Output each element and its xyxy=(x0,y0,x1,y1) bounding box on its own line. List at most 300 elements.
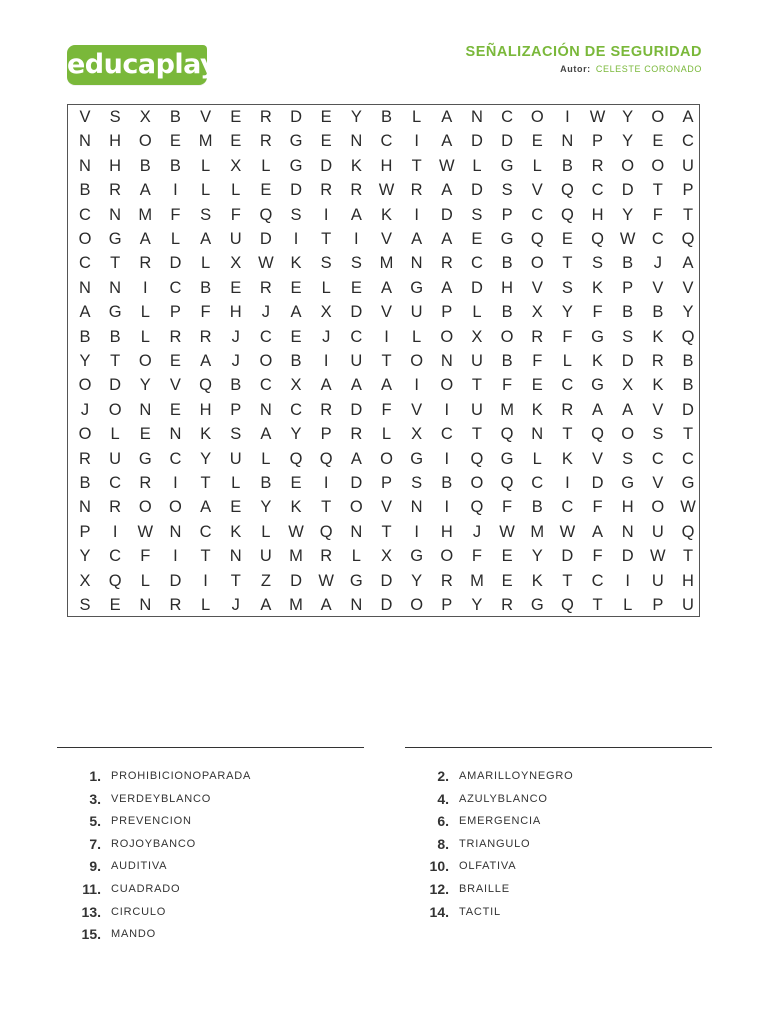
grid-letter[interactable]: Q xyxy=(530,230,544,248)
grid-letter[interactable]: C xyxy=(561,498,574,517)
grid-letter[interactable]: C xyxy=(109,474,122,492)
grid-letter[interactable]: I xyxy=(293,230,299,248)
grid-letter[interactable]: V xyxy=(411,400,423,419)
grid-letter[interactable]: Q xyxy=(319,522,333,541)
grid-letter[interactable]: X xyxy=(139,108,151,126)
grid-letter[interactable]: B xyxy=(622,303,634,322)
grid-letter[interactable]: D xyxy=(320,156,333,175)
grid-letter[interactable]: U xyxy=(470,352,483,370)
grid-letter[interactable]: S xyxy=(561,278,573,297)
grid-letter[interactable]: E xyxy=(290,327,302,346)
grid-letter[interactable]: G xyxy=(500,230,514,248)
grid-letter[interactable]: E xyxy=(230,498,242,517)
grid-letter[interactable]: L xyxy=(110,425,120,444)
grid-letter[interactable]: C xyxy=(531,474,544,492)
grid-letter[interactable]: E xyxy=(230,108,242,126)
grid-letter[interactable]: Q xyxy=(470,449,484,468)
grid-letter[interactable]: C xyxy=(290,400,302,419)
grid-letter[interactable]: P xyxy=(501,205,513,224)
grid-letter[interactable]: G xyxy=(108,230,122,248)
grid-letter[interactable]: E xyxy=(531,376,543,395)
grid-letter[interactable]: F xyxy=(532,352,543,370)
grid-letter[interactable]: W xyxy=(589,108,606,126)
grid-letter[interactable]: Q xyxy=(108,571,122,590)
grid-letter[interactable]: C xyxy=(651,449,664,468)
grid-letter[interactable]: F xyxy=(170,205,181,224)
grid-letter[interactable]: Q xyxy=(681,327,695,346)
grid-letter[interactable]: R xyxy=(651,352,664,370)
grid-letter[interactable]: V xyxy=(652,474,664,492)
grid-letter[interactable]: P xyxy=(592,132,604,151)
grid-letter[interactable]: A xyxy=(200,498,212,517)
grid-letter[interactable]: V xyxy=(652,400,664,419)
grid-letter[interactable]: R xyxy=(259,108,272,126)
grid-letter[interactable]: R xyxy=(79,449,91,468)
grid-letter[interactable]: C xyxy=(79,254,91,273)
grid-letter[interactable]: G xyxy=(410,449,424,468)
grid-letter[interactable]: C xyxy=(169,449,182,468)
grid-letter[interactable]: C xyxy=(651,230,664,248)
grid-letter[interactable]: Q xyxy=(500,474,514,492)
grid-letter[interactable]: E xyxy=(501,571,513,590)
grid-letter[interactable]: W xyxy=(619,230,636,248)
grid-letter[interactable]: S xyxy=(592,254,604,273)
grid-letter[interactable]: Q xyxy=(681,522,695,541)
grid-letter[interactable]: Q xyxy=(199,376,213,395)
grid-letter[interactable]: R xyxy=(561,400,574,419)
grid-letter[interactable]: N xyxy=(440,352,453,370)
grid-letter[interactable]: N xyxy=(109,278,122,297)
grid-letter[interactable]: I xyxy=(323,352,329,370)
grid-letter[interactable]: T xyxy=(230,571,241,590)
grid-letter[interactable]: I xyxy=(112,522,118,541)
grid-letter[interactable]: Q xyxy=(591,425,604,444)
grid-letter[interactable]: F xyxy=(502,376,513,395)
grid-letter[interactable]: S xyxy=(200,205,212,224)
grid-letter[interactable]: X xyxy=(411,425,423,444)
grid-letter[interactable]: T xyxy=(652,181,663,200)
grid-letter[interactable]: L xyxy=(321,278,331,297)
grid-letter[interactable]: T xyxy=(200,547,211,566)
grid-letter[interactable]: Y xyxy=(622,132,634,151)
grid-letter[interactable]: A xyxy=(682,254,694,273)
grid-letter[interactable]: D xyxy=(621,352,634,370)
grid-letter[interactable]: K xyxy=(592,278,604,297)
grid-letter[interactable]: P xyxy=(380,474,392,492)
grid-letter[interactable]: J xyxy=(231,327,240,346)
grid-letter[interactable]: V xyxy=(200,108,212,126)
grid-letter[interactable]: U xyxy=(259,547,272,566)
grid-letter[interactable]: U xyxy=(229,449,242,468)
grid-letter[interactable]: V xyxy=(531,181,543,200)
grid-letter[interactable]: N xyxy=(561,132,574,151)
grid-letter[interactable]: N xyxy=(79,498,91,517)
grid-letter[interactable]: C xyxy=(591,571,604,590)
grid-letter[interactable]: Q xyxy=(560,181,574,200)
grid-letter[interactable]: W xyxy=(439,156,455,175)
grid-letter[interactable]: R xyxy=(350,181,363,200)
grid-letter[interactable]: E xyxy=(531,132,543,151)
grid-letter[interactable]: I xyxy=(444,449,450,468)
grid-letter[interactable]: L xyxy=(231,474,241,492)
grid-letter[interactable]: F xyxy=(652,205,663,224)
grid-letter[interactable]: R xyxy=(169,596,182,614)
grid-letter[interactable]: P xyxy=(652,596,664,614)
grid-letter[interactable]: D xyxy=(470,181,483,200)
grid-letter[interactable]: D xyxy=(380,596,393,614)
grid-letter[interactable]: U xyxy=(470,400,483,419)
grid-letter[interactable]: W xyxy=(378,181,395,200)
grid-letter[interactable]: W xyxy=(137,522,154,541)
grid-letter[interactable]: A xyxy=(350,449,362,468)
grid-letter[interactable]: X xyxy=(230,156,242,175)
grid-letter[interactable]: V xyxy=(380,498,392,517)
grid-letter[interactable]: L xyxy=(472,156,482,175)
grid-letter[interactable]: L xyxy=(532,156,542,175)
grid-letter[interactable]: N xyxy=(350,522,363,541)
grid-letter[interactable]: F xyxy=(140,547,151,566)
grid-letter[interactable]: I xyxy=(323,474,329,492)
grid-letter[interactable]: V xyxy=(682,278,694,297)
grid-letter[interactable]: X xyxy=(79,571,91,590)
grid-letter[interactable]: A xyxy=(441,278,453,297)
grid-letter[interactable]: J xyxy=(261,303,271,322)
grid-letter[interactable]: L xyxy=(261,522,271,541)
grid-letter[interactable]: L xyxy=(623,596,633,614)
grid-letter[interactable]: M xyxy=(470,571,484,590)
grid-letter[interactable]: X xyxy=(290,376,302,395)
grid-letter[interactable]: A xyxy=(320,596,332,614)
grid-letter[interactable]: S xyxy=(471,205,483,224)
grid-letter[interactable]: Y xyxy=(350,108,362,126)
grid-letter[interactable]: G xyxy=(681,474,695,492)
grid-letter[interactable]: X xyxy=(380,547,392,566)
grid-letter[interactable]: O xyxy=(500,327,514,346)
grid-letter[interactable]: A xyxy=(320,376,332,395)
grid-letter[interactable]: A xyxy=(441,108,453,126)
grid-letter[interactable]: I xyxy=(384,327,389,346)
grid-letter[interactable]: P xyxy=(320,425,332,444)
grid-letter[interactable]: C xyxy=(470,254,483,273)
grid-letter[interactable]: L xyxy=(412,327,422,346)
grid-letter[interactable]: C xyxy=(169,278,182,297)
grid-letter[interactable]: N xyxy=(531,425,544,444)
grid-letter[interactable]: P xyxy=(230,400,242,419)
grid-letter[interactable]: U xyxy=(109,449,122,468)
grid-letter[interactable]: Q xyxy=(470,498,484,517)
grid-letter[interactable]: L xyxy=(140,327,150,346)
grid-letter[interactable]: A xyxy=(380,376,392,395)
grid-letter[interactable]: D xyxy=(350,400,363,419)
grid-letter[interactable]: G xyxy=(591,376,604,395)
grid-letter[interactable]: C xyxy=(501,108,514,126)
grid-letter[interactable]: W xyxy=(559,522,576,541)
grid-letter[interactable]: N xyxy=(169,425,182,444)
grid-letter[interactable]: B xyxy=(441,474,453,492)
grid-letter[interactable]: B xyxy=(79,474,91,492)
grid-letter[interactable]: J xyxy=(322,327,331,346)
grid-letter[interactable]: Y xyxy=(561,303,573,322)
grid-letter[interactable]: K xyxy=(652,327,664,346)
grid-letter[interactable]: T xyxy=(321,498,332,517)
grid-letter[interactable]: K xyxy=(200,425,212,444)
grid-letter[interactable]: U xyxy=(350,352,363,370)
grid-letter[interactable]: D xyxy=(350,303,363,322)
grid-letter[interactable]: S xyxy=(320,254,332,273)
grid-letter[interactable]: U xyxy=(682,156,694,175)
grid-letter[interactable]: M xyxy=(530,522,545,541)
grid-letter[interactable]: N xyxy=(621,522,634,541)
grid-letter[interactable]: O xyxy=(470,474,484,492)
grid-letter[interactable]: L xyxy=(170,230,181,248)
grid-letter[interactable]: E xyxy=(320,108,332,126)
grid-letter[interactable]: X xyxy=(471,327,483,346)
grid-letter[interactable]: S xyxy=(622,327,634,346)
grid-letter[interactable]: T xyxy=(592,596,603,614)
grid-letter[interactable]: A xyxy=(290,303,302,322)
grid-letter[interactable]: O xyxy=(78,230,92,248)
grid-letter[interactable]: O xyxy=(410,352,424,370)
grid-letter[interactable]: H xyxy=(109,156,122,175)
grid-letter[interactable]: M xyxy=(289,596,303,614)
grid-letter[interactable]: X xyxy=(531,303,543,322)
grid-letter[interactable]: L xyxy=(201,596,211,614)
grid-letter[interactable]: W xyxy=(258,254,274,273)
grid-letter[interactable]: C xyxy=(109,547,122,566)
grid-letter[interactable]: T xyxy=(110,352,121,370)
grid-letter[interactable]: R xyxy=(109,498,122,517)
grid-letter[interactable]: H xyxy=(109,132,122,151)
grid-letter[interactable]: D xyxy=(290,108,302,126)
grid-letter[interactable]: D xyxy=(259,230,272,248)
grid-letter[interactable]: Y xyxy=(622,205,634,224)
grid-letter[interactable]: H xyxy=(380,156,393,175)
grid-letter[interactable]: P xyxy=(441,596,453,614)
grid-letter[interactable]: O xyxy=(259,352,273,370)
grid-letter[interactable]: F xyxy=(200,303,211,322)
grid-letter[interactable]: E xyxy=(139,425,151,444)
grid-letter[interactable]: R xyxy=(350,425,363,444)
grid-letter[interactable]: Y xyxy=(79,352,91,370)
grid-letter[interactable]: E xyxy=(109,596,121,614)
grid-letter[interactable]: Y xyxy=(531,547,543,566)
grid-letter[interactable]: E xyxy=(320,132,332,151)
grid-letter[interactable]: D xyxy=(501,132,514,151)
grid-letter[interactable]: P xyxy=(169,303,181,322)
grid-letter[interactable]: F xyxy=(592,547,603,566)
grid-letter[interactable]: D xyxy=(350,474,363,492)
grid-letter[interactable]: X xyxy=(320,303,332,322)
grid-letter[interactable]: S xyxy=(501,181,513,200)
grid-letter[interactable]: K xyxy=(290,254,302,273)
grid-letter[interactable]: F xyxy=(230,205,241,224)
grid-letter[interactable]: P xyxy=(622,278,634,297)
grid-letter[interactable]: N xyxy=(410,498,423,517)
grid-letter[interactable]: H xyxy=(199,400,212,419)
grid-letter[interactable]: G xyxy=(349,571,363,590)
grid-letter[interactable]: Q xyxy=(289,449,303,468)
grid-letter[interactable]: U xyxy=(651,522,664,541)
grid-letter[interactable]: E xyxy=(561,230,573,248)
grid-letter[interactable]: N xyxy=(109,205,122,224)
grid-letter[interactable]: O xyxy=(530,108,544,126)
grid-letter[interactable]: R xyxy=(199,327,212,346)
grid-letter[interactable]: A xyxy=(622,400,634,419)
grid-letter[interactable]: K xyxy=(350,156,362,175)
grid-letter[interactable]: T xyxy=(562,254,573,273)
grid-letter[interactable]: T xyxy=(682,547,694,566)
grid-letter[interactable]: Q xyxy=(681,230,695,248)
grid-letter[interactable]: T xyxy=(411,156,422,175)
grid-letter[interactable]: A xyxy=(200,230,212,248)
grid-letter[interactable]: Y xyxy=(79,547,91,566)
grid-letter[interactable]: H xyxy=(682,571,694,590)
grid-letter[interactable]: Y xyxy=(682,303,694,322)
grid-letter[interactable]: N xyxy=(229,547,242,566)
grid-letter[interactable]: U xyxy=(682,596,694,614)
grid-letter[interactable]: G xyxy=(410,547,424,566)
grid-letter[interactable]: D xyxy=(380,571,393,590)
grid-letter[interactable]: D xyxy=(470,132,483,151)
grid-letter[interactable]: A xyxy=(380,278,392,297)
grid-letter[interactable]: L xyxy=(140,303,150,322)
grid-letter[interactable]: Y xyxy=(139,376,151,395)
grid-letter[interactable]: Q xyxy=(500,425,514,444)
grid-letter[interactable]: Y xyxy=(200,449,212,468)
grid-letter[interactable]: B xyxy=(79,181,91,200)
grid-letter[interactable]: B xyxy=(230,376,242,395)
grid-letter[interactable]: A xyxy=(260,596,272,614)
grid-letter[interactable]: J xyxy=(231,352,240,370)
grid-letter[interactable]: B xyxy=(561,156,573,175)
grid-letter[interactable]: W xyxy=(499,522,515,541)
grid-letter[interactable]: O xyxy=(621,425,635,444)
grid-letter[interactable]: O xyxy=(440,327,454,346)
grid-letter[interactable]: I xyxy=(173,181,178,200)
grid-letter[interactable]: R xyxy=(139,474,152,492)
grid-letter[interactable]: C xyxy=(682,132,694,151)
grid-letter[interactable]: E xyxy=(290,474,302,492)
grid-letter[interactable]: F xyxy=(471,547,482,566)
grid-letter[interactable]: P xyxy=(79,522,91,541)
grid-letter[interactable]: O xyxy=(349,498,363,517)
grid-letter[interactable]: J xyxy=(80,400,90,419)
grid-letter[interactable]: O xyxy=(621,156,635,175)
grid-letter[interactable]: U xyxy=(651,571,664,590)
grid-letter[interactable]: C xyxy=(682,449,694,468)
grid-letter[interactable]: F xyxy=(502,498,513,517)
grid-letter[interactable]: A xyxy=(592,522,604,541)
grid-letter[interactable]: R xyxy=(320,400,333,419)
grid-letter[interactable]: Q xyxy=(591,230,604,248)
grid-letter[interactable]: A xyxy=(260,425,272,444)
grid-letter[interactable]: I xyxy=(173,474,178,492)
grid-letter[interactable]: B xyxy=(501,352,513,370)
grid-letter[interactable]: I xyxy=(173,547,178,566)
grid-letter[interactable]: S xyxy=(290,205,302,224)
grid-letter[interactable]: Y xyxy=(622,108,634,126)
grid-letter[interactable]: G xyxy=(289,156,303,175)
grid-letter[interactable]: W xyxy=(288,522,304,541)
grid-letter[interactable]: W xyxy=(318,571,334,590)
grid-letter[interactable]: T xyxy=(562,425,573,444)
grid-letter[interactable]: C xyxy=(259,327,272,346)
grid-letter[interactable]: A xyxy=(350,205,362,224)
grid-letter[interactable]: K xyxy=(561,449,573,468)
grid-letter[interactable]: C xyxy=(380,132,393,151)
grid-letter[interactable]: D xyxy=(109,376,122,395)
grid-letter[interactable]: K xyxy=(592,352,604,370)
grid-letter[interactable]: A xyxy=(441,230,453,248)
grid-letter[interactable]: R xyxy=(259,132,272,151)
grid-letter[interactable]: I xyxy=(354,230,359,248)
grid-letter[interactable]: O xyxy=(169,498,182,517)
grid-letter[interactable]: V xyxy=(169,376,181,395)
grid-letter[interactable]: L xyxy=(472,303,482,322)
grid-letter[interactable]: N xyxy=(350,596,363,614)
grid-letter[interactable]: R xyxy=(440,571,453,590)
grid-letter[interactable]: E xyxy=(652,132,664,151)
grid-letter[interactable]: T xyxy=(381,352,392,370)
grid-letter[interactable]: A xyxy=(411,230,423,248)
grid-letter[interactable]: A xyxy=(139,230,151,248)
grid-letter[interactable]: R xyxy=(139,254,152,273)
grid-letter[interactable]: O xyxy=(410,596,424,614)
grid-letter[interactable]: B xyxy=(290,352,302,370)
grid-letter[interactable]: K xyxy=(531,400,543,419)
grid-letter[interactable]: G xyxy=(530,596,544,614)
grid-letter[interactable]: L xyxy=(231,181,241,200)
grid-letter[interactable]: F xyxy=(381,400,392,419)
grid-letter[interactable]: Q xyxy=(560,205,574,224)
grid-letter[interactable]: D xyxy=(290,571,302,590)
grid-letter[interactable]: D xyxy=(621,547,634,566)
grid-letter[interactable]: N xyxy=(79,278,91,297)
grid-letter[interactable]: O xyxy=(78,376,92,395)
grid-letter[interactable]: C xyxy=(440,425,453,444)
grid-letter[interactable]: O xyxy=(380,449,393,468)
grid-letter[interactable]: A xyxy=(441,132,453,151)
grid-letter[interactable]: O xyxy=(651,498,665,517)
grid-letter[interactable]: A xyxy=(592,400,604,419)
grid-letter[interactable]: R xyxy=(320,547,333,566)
grid-letter[interactable]: D xyxy=(169,571,182,590)
grid-letter[interactable]: R xyxy=(591,156,604,175)
grid-letter[interactable]: H xyxy=(440,522,453,541)
grid-letter[interactable]: Q xyxy=(259,205,273,224)
grid-letter[interactable]: I xyxy=(143,278,148,297)
grid-letter[interactable]: L xyxy=(532,449,542,468)
grid-letter[interactable]: W xyxy=(680,498,696,517)
grid-letter[interactable]: E xyxy=(169,400,181,419)
grid-letter[interactable]: B xyxy=(79,327,91,346)
grid-letter[interactable]: N xyxy=(410,254,423,273)
grid-letter[interactable]: I xyxy=(203,571,208,590)
grid-letter[interactable]: R xyxy=(320,181,333,200)
grid-letter[interactable]: I xyxy=(565,474,570,492)
grid-letter[interactable]: L xyxy=(412,108,422,126)
grid-letter[interactable]: B xyxy=(501,254,513,273)
grid-letter[interactable]: T xyxy=(381,522,392,541)
grid-letter[interactable]: B xyxy=(139,156,151,175)
grid-letter[interactable]: S xyxy=(350,254,362,273)
grid-letter[interactable]: R xyxy=(169,327,182,346)
grid-letter[interactable]: B xyxy=(260,474,272,492)
grid-letter[interactable]: H xyxy=(501,278,514,297)
grid-letter[interactable]: K xyxy=(531,571,543,590)
grid-letter[interactable]: L xyxy=(201,254,211,273)
grid-letter[interactable]: M xyxy=(379,254,394,273)
